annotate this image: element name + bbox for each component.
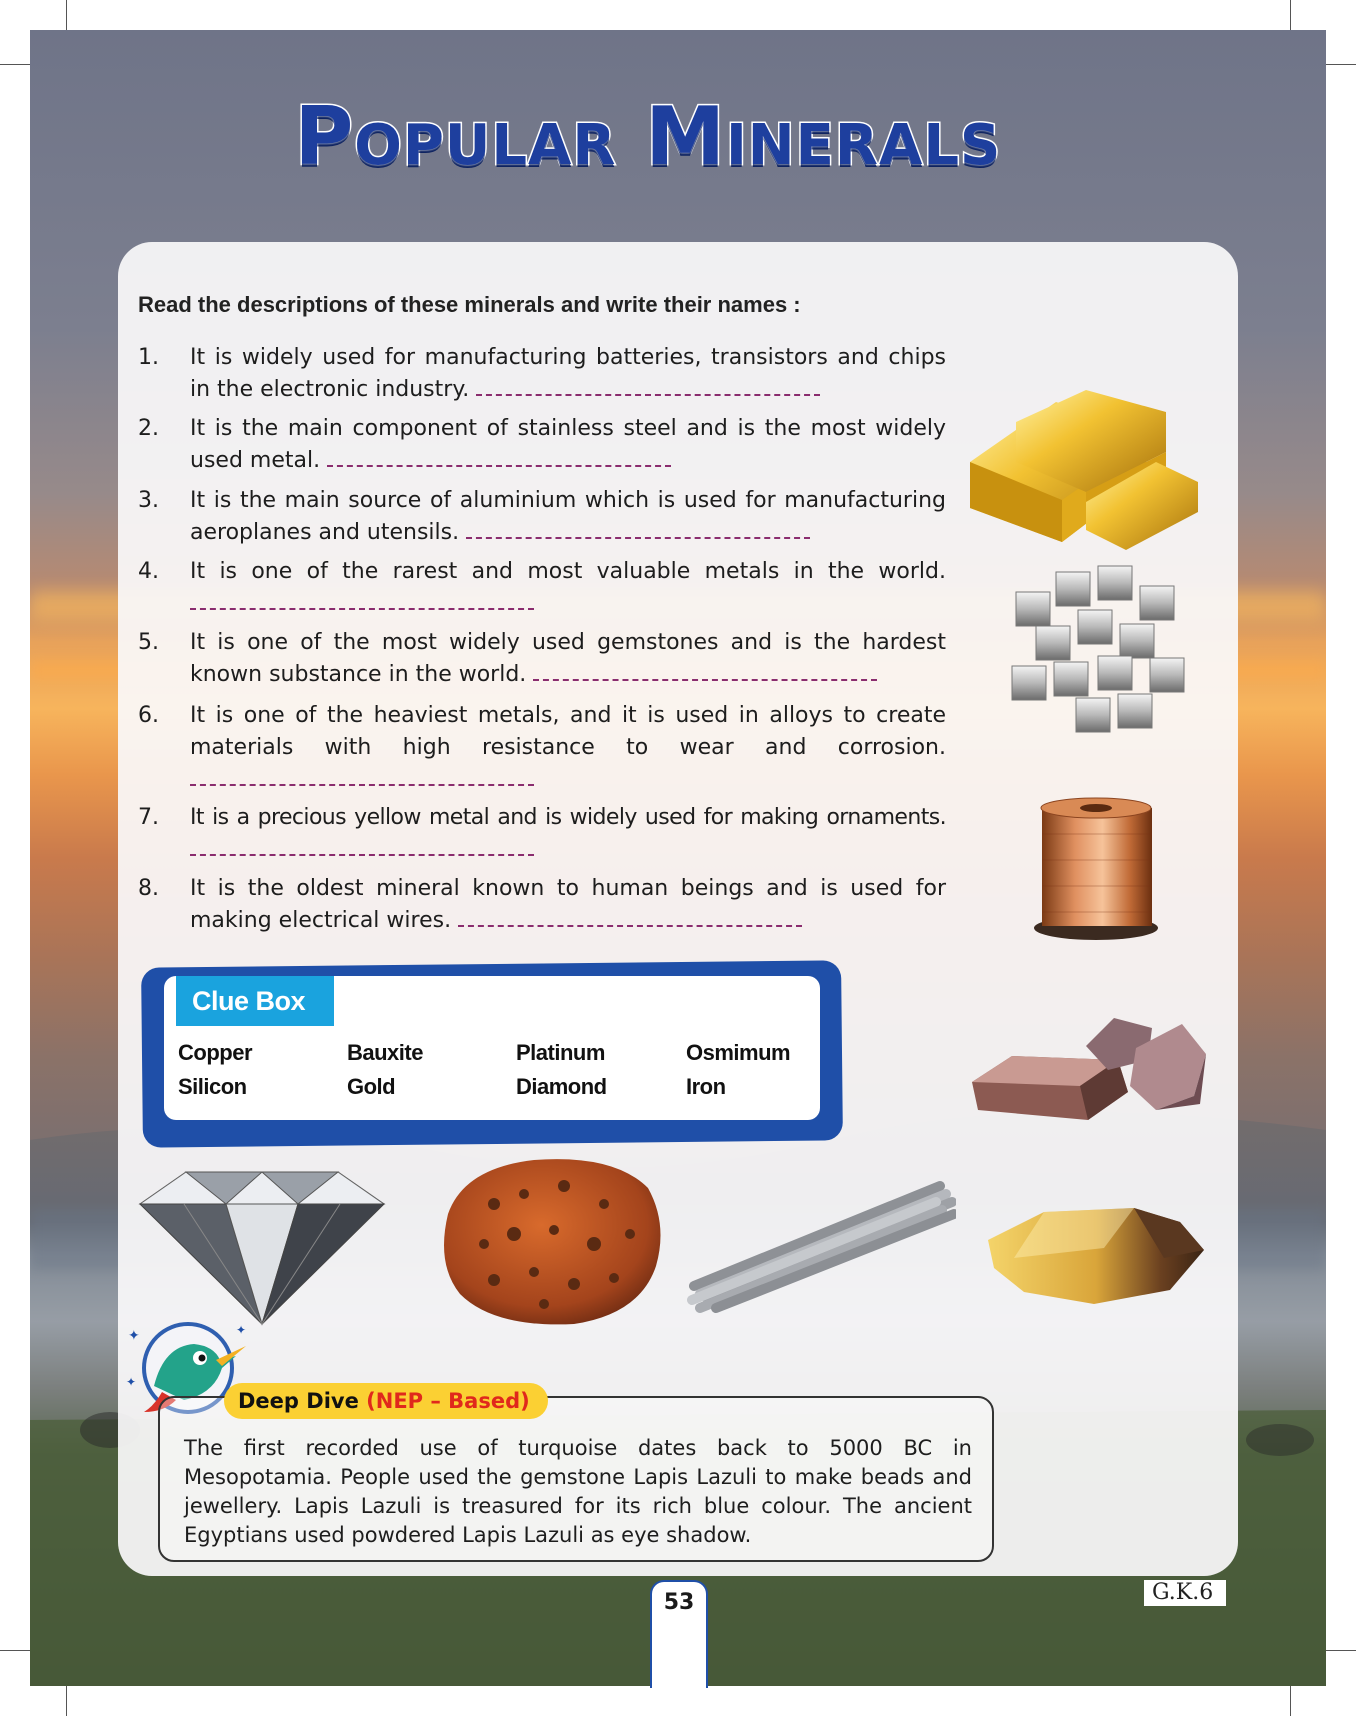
question-item — [138, 413, 946, 477]
question-number: 2. — [138, 416, 159, 441]
gold-bars-image — [966, 382, 1202, 552]
question-number: 5. — [138, 630, 159, 655]
crop-mark — [1326, 64, 1356, 65]
deep-dive-tag: (NEP – Based) — [366, 1389, 530, 1413]
question-text: It is one of the rarest and most valuable metals in the world. — [190, 559, 946, 584]
crop-mark — [1290, 1686, 1291, 1716]
question-item — [138, 342, 946, 406]
answer-blank[interactable] — [533, 661, 877, 681]
question-text: It is widely used for manufacturing batteries, transistors and chips in the electronic industry. — [190, 345, 946, 402]
question-item — [138, 700, 946, 796]
question-item — [138, 802, 946, 866]
question-item — [138, 556, 946, 620]
clue-word: Bauxite — [347, 1040, 423, 1065]
crop-mark — [0, 64, 30, 65]
clue-word: Copper — [178, 1040, 252, 1065]
question-text: It is one of the most widely used gemstones and is the hardest known substance in the world. — [190, 630, 946, 687]
svg-text:✦: ✦ — [128, 1328, 140, 1344]
crop-mark — [66, 0, 67, 30]
answer-blank[interactable] — [190, 766, 534, 786]
steel-rods-image — [680, 1166, 956, 1316]
clue-word: Platinum — [516, 1040, 605, 1065]
question-item — [138, 627, 946, 691]
answer-blank[interactable] — [476, 376, 820, 396]
question-item — [138, 485, 946, 549]
quartz-crystal-image — [984, 1198, 1206, 1308]
answer-blank[interactable] — [327, 447, 671, 467]
clue-word: Silicon — [178, 1074, 247, 1099]
question-number: 3. — [138, 488, 159, 513]
metal-cubes-image — [1006, 562, 1188, 738]
question-text: It is the main component of stainless steel and is the most widely used metal. — [190, 416, 946, 473]
question-text: It is the main source of aluminium which is used for manufacturing aeroplanes and utensils. — [190, 488, 946, 545]
question-text: It is one of the heaviest metals, and it is used in alloys to create materials with high resistance to wear and corrosion. — [190, 703, 946, 760]
clue-word: Gold — [347, 1074, 396, 1099]
question-number: 1. — [138, 345, 159, 370]
book-code: G.K.6 — [1144, 1580, 1226, 1606]
question-item — [138, 873, 946, 937]
crop-mark — [1326, 1650, 1356, 1651]
deep-dive-text: The first recorded use of turquoise dates back to 5000 BC in Mesopotamia. People used the gemstone Lapis Lazuli to make beads and jewellery. Lapis Lazuli is treasured for its rich blue colour. The ancient Egyptians used powdered Lapis Lazuli as eye shadow. — [184, 1436, 972, 1547]
ingot-ore-image — [968, 1014, 1210, 1136]
question-number: 6. — [138, 703, 159, 728]
clue-word: Osmimum — [686, 1040, 791, 1065]
diamond-image — [136, 1168, 388, 1326]
instruction-text: Read the descriptions of these minerals and write their names : — [138, 292, 801, 317]
crop-mark — [66, 1686, 67, 1716]
svg-text:✦: ✦ — [126, 1375, 137, 1389]
answer-blank[interactable] — [458, 907, 802, 927]
page-number: 53 — [663, 1590, 695, 1615]
answer-blank[interactable] — [466, 519, 810, 539]
clue-box-title: Clue Box — [176, 976, 334, 1026]
bauxite-image — [434, 1154, 666, 1328]
question-text: It is a precious yellow metal and is widely used for making ornaments. — [190, 805, 946, 830]
crop-mark — [0, 1650, 30, 1651]
question-number: 7. — [138, 805, 159, 830]
question-text: It is the oldest mineral known to human beings and is used for making electrical wires. — [190, 876, 946, 933]
answer-blank[interactable] — [190, 836, 534, 856]
deep-dive-label — [224, 1383, 548, 1419]
copper-wire-image — [1030, 794, 1164, 942]
clue-word: Iron — [686, 1074, 726, 1099]
question-number: 4. — [138, 559, 159, 584]
answer-blank[interactable] — [190, 590, 534, 610]
deep-dive-title: Deep Dive — [238, 1389, 359, 1413]
question-number: 8. — [138, 876, 159, 901]
svg-text:✦: ✦ — [236, 1323, 247, 1337]
clue-word: Diamond — [516, 1074, 607, 1099]
crop-mark — [1290, 0, 1291, 30]
page-title: Popular Minerals — [294, 90, 1002, 183]
